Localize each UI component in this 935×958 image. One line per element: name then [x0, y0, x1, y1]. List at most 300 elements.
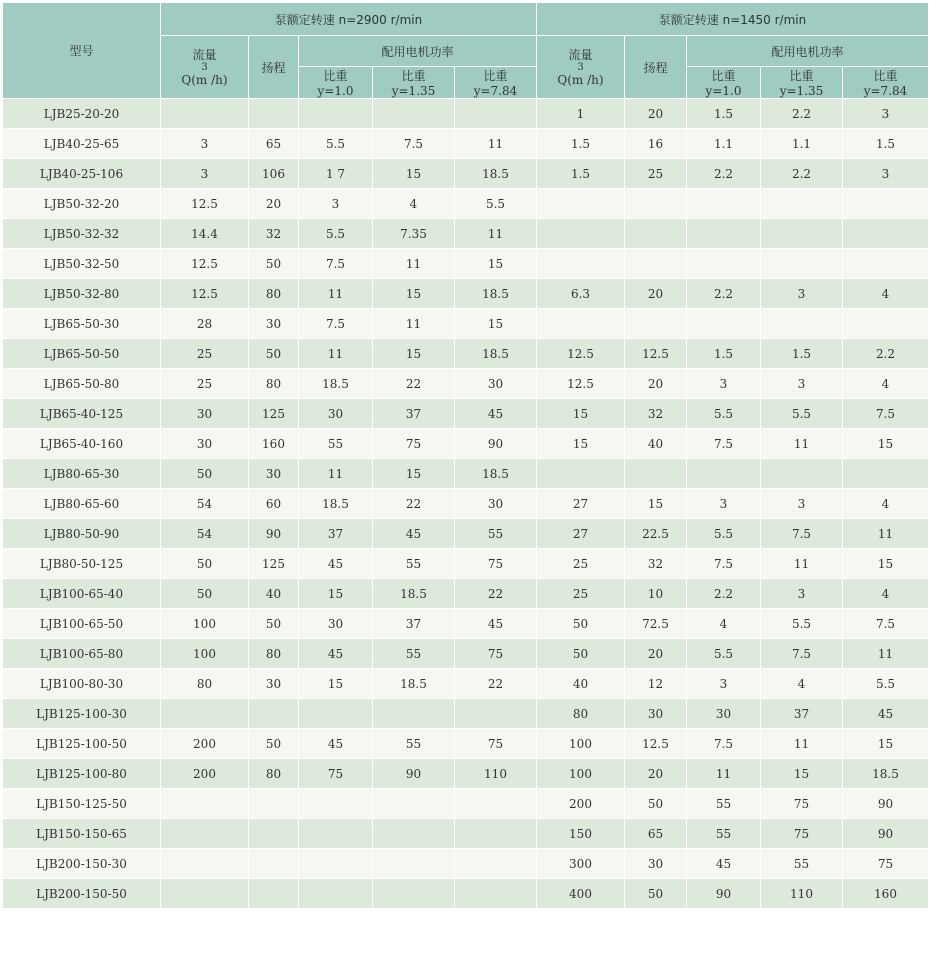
model-cell: LJB80-65-60 [3, 489, 161, 519]
flow-unit: Q(m /h) [557, 73, 604, 87]
power-2900-sg3-cell: 75 [455, 639, 537, 669]
head-2900-cell: 80 [249, 639, 299, 669]
table-row [3, 369, 929, 399]
model-cell: LJB65-40-160 [3, 429, 161, 459]
flow-1450-cell: 25 [537, 549, 625, 579]
head-2900-cell: 30 [249, 309, 299, 339]
power-1450-sg2-cell: 75 [761, 819, 843, 849]
model-cell: LJB80-50-125 [3, 549, 161, 579]
head-1450-cell: 16 [625, 129, 687, 159]
sg-header-1450-2: 比重 y=1.35 [761, 67, 843, 99]
flow-1450-cell: 12.5 [537, 339, 625, 369]
power-2900-sg2-cell: 7.5 [373, 129, 455, 159]
power-1450-sg1-cell: 7.5 [687, 729, 761, 759]
power-2900-sg1-cell: 7.5 [299, 309, 373, 339]
power-1450-sg2-cell: 37 [761, 699, 843, 729]
power-2900-sg1-cell [299, 699, 373, 729]
power-2900-sg1-cell: 7.5 [299, 249, 373, 279]
flow-1450-cell: 27 [537, 489, 625, 519]
flow-1450-cell [537, 309, 625, 339]
power-2900-sg3-cell: 18.5 [455, 279, 537, 309]
power-1450-sg1-cell: 5.5 [687, 519, 761, 549]
power-1450-sg3-cell: 45 [843, 699, 929, 729]
power-1450-sg2-cell: 3 [761, 579, 843, 609]
power-1450-sg2-cell: 75 [761, 789, 843, 819]
power-2900-sg2-cell: 11 [373, 309, 455, 339]
power-1450-sg2-cell: 4 [761, 669, 843, 699]
model-cell: LJB100-65-80 [3, 639, 161, 669]
flow-1450-cell: 50 [537, 639, 625, 669]
flow-1450-cell: 15 [537, 399, 625, 429]
flow-2900-cell: 12.5 [161, 249, 249, 279]
power-2900-sg1-cell: 30 [299, 399, 373, 429]
flow-2900-cell: 100 [161, 609, 249, 639]
power-1450-sg2-cell [761, 459, 843, 489]
table-row [3, 129, 929, 159]
power-2900-sg3-cell [455, 879, 537, 909]
model-cell: LJB40-25-65 [3, 129, 161, 159]
power-1450-sg1-cell: 5.5 [687, 399, 761, 429]
power-2900-sg1-cell: 45 [299, 729, 373, 759]
model-cell: LJB150-150-65 [3, 819, 161, 849]
flow-2900-cell: 25 [161, 369, 249, 399]
power-2900-sg3-cell: 11 [455, 129, 537, 159]
flow-1450-cell: 100 [537, 759, 625, 789]
power-1450-sg1-cell: 30 [687, 699, 761, 729]
flow-2900-cell: 3 [161, 129, 249, 159]
table-row [3, 789, 929, 819]
head-1450-cell: 12.5 [625, 339, 687, 369]
power-1450-sg1-cell: 2.2 [687, 279, 761, 309]
table-row [3, 759, 929, 789]
power-2900-sg1-cell: 11 [299, 459, 373, 489]
power-2900-sg2-cell [373, 819, 455, 849]
power-1450-sg2-cell: 1.1 [761, 129, 843, 159]
power-1450-sg2-cell: 1.5 [761, 339, 843, 369]
flow-2900-cell: 28 [161, 309, 249, 339]
flow-2900-cell: 54 [161, 489, 249, 519]
model-cell: LJB125-100-80 [3, 759, 161, 789]
power-1450-sg2-cell: 3 [761, 279, 843, 309]
flow-label: 流量 [192, 48, 217, 62]
power-2900-sg3-cell: 110 [455, 759, 537, 789]
head-1450-cell: 65 [625, 819, 687, 849]
power-2900-sg2-cell: 4 [373, 189, 455, 219]
model-cell: LJB100-65-50 [3, 609, 161, 639]
power-2900-sg1-cell [299, 789, 373, 819]
power-1450-sg1-cell: 1.5 [687, 99, 761, 129]
flow-2900-cell: 50 [161, 459, 249, 489]
head-1450-cell: 20 [625, 99, 687, 129]
table-row [3, 189, 929, 219]
table-row [3, 249, 929, 279]
speed-2900-header: 泵额定转速 n=2900 r/min [161, 3, 537, 36]
power-1450-sg1-cell: 4 [687, 609, 761, 639]
table-row [3, 339, 929, 369]
power-2900-sg2-cell [373, 789, 455, 819]
flow-unit: Q(m /h) [181, 73, 228, 87]
model-cell: LJB125-100-30 [3, 699, 161, 729]
head-2900-cell [249, 819, 299, 849]
table-row [3, 729, 929, 759]
power-1450-sg1-cell: 3 [687, 369, 761, 399]
power-1450-sg1-cell: 11 [687, 759, 761, 789]
power-1450-sg3-cell: 15 [843, 549, 929, 579]
flow-2900-cell: 14.4 [161, 219, 249, 249]
power-2900-sg2-cell: 22 [373, 369, 455, 399]
power-2900-sg3-cell [455, 789, 537, 819]
head-1450-cell: 10 [625, 579, 687, 609]
flow-1450-cell: 1.5 [537, 159, 625, 189]
flow-2900-cell: 3 [161, 159, 249, 189]
flow-1450-cell: 1 [537, 99, 625, 129]
flow-1450-cell: 100 [537, 729, 625, 759]
flow-2900-cell: 30 [161, 399, 249, 429]
power-2900-sg1-cell: 1 7 [299, 159, 373, 189]
power-2900-sg2-cell: 22 [373, 489, 455, 519]
power-1450-sg3-cell: 75 [843, 849, 929, 879]
model-cell: LJB50-32-32 [3, 219, 161, 249]
power-1450-sg3-cell: 11 [843, 519, 929, 549]
table-row [3, 879, 929, 909]
power-1450-sg3-cell [843, 249, 929, 279]
head-1450-cell: 12 [625, 669, 687, 699]
power-1450-sg3-cell: 160 [843, 879, 929, 909]
power-2900-sg2-cell: 55 [373, 729, 455, 759]
head-2900-cell [249, 879, 299, 909]
power-1450-sg1-cell: 1.1 [687, 129, 761, 159]
power-2900-sg3-cell: 22 [455, 669, 537, 699]
head-2900-cell: 50 [249, 339, 299, 369]
power-1450-sg1-cell [687, 459, 761, 489]
head-2900-cell [249, 99, 299, 129]
flow-2900-cell [161, 849, 249, 879]
head-2900-cell [249, 789, 299, 819]
sg-header-2900-3: 比重 y=7.84 [455, 67, 537, 99]
pump-spec-table [2, 2, 929, 909]
power-2900-sg2-cell: 18.5 [373, 669, 455, 699]
power-1450-sg3-cell: 90 [843, 789, 929, 819]
power-1450-sg1-cell: 55 [687, 819, 761, 849]
table-row [3, 849, 929, 879]
power-2900-sg1-cell: 3 [299, 189, 373, 219]
flow-2900-cell: 50 [161, 549, 249, 579]
power-2900-sg1-cell: 45 [299, 549, 373, 579]
power-2900-sg2-cell: 15 [373, 339, 455, 369]
flow-2900-cell [161, 699, 249, 729]
model-cell: LJB150-125-50 [3, 789, 161, 819]
model-cell: LJB65-50-30 [3, 309, 161, 339]
power-1450-sg1-cell [687, 189, 761, 219]
power-2900-sg2-cell [373, 99, 455, 129]
power-1450-sg3-cell: 4 [843, 579, 929, 609]
power-2900-sg3-cell: 18.5 [455, 459, 537, 489]
table-body [3, 99, 929, 909]
power-1450-sg3-cell [843, 459, 929, 489]
power-2900-sg1-cell: 11 [299, 279, 373, 309]
power-2900-sg1-cell: 45 [299, 639, 373, 669]
head-1450-cell: 50 [625, 879, 687, 909]
flow-2900-cell: 50 [161, 579, 249, 609]
power-2900-sg1-cell [299, 879, 373, 909]
power-1450-sg3-cell: 3 [843, 159, 929, 189]
model-cell: LJB65-40-125 [3, 399, 161, 429]
power-2900-sg2-cell: 11 [373, 249, 455, 279]
power-1450-sg3-cell: 15 [843, 729, 929, 759]
sg-header-2900-2: 比重 y=1.35 [373, 67, 455, 99]
power-1450-sg3-cell: 15 [843, 429, 929, 459]
sg-header-1450-1: 比重 y=1.0 [687, 67, 761, 99]
power-2900-sg3-cell: 18.5 [455, 339, 537, 369]
flow-2900-cell [161, 819, 249, 849]
model-cell: LJB65-50-80 [3, 369, 161, 399]
flow-2900-cell: 25 [161, 339, 249, 369]
table-row [3, 309, 929, 339]
head-1450-cell: 12.5 [625, 729, 687, 759]
power-1450-sg2-cell: 55 [761, 849, 843, 879]
model-cell: LJB200-150-50 [3, 879, 161, 909]
table-row [3, 549, 929, 579]
power-2900-sg1-cell: 30 [299, 609, 373, 639]
power-1450-sg2-cell: 11 [761, 729, 843, 759]
head-1450-cell: 32 [625, 549, 687, 579]
power-2900-sg2-cell: 37 [373, 609, 455, 639]
flow-1450-cell: 15 [537, 429, 625, 459]
power-2900-sg3-cell [455, 849, 537, 879]
model-cell: LJB200-150-30 [3, 849, 161, 879]
table-row [3, 699, 929, 729]
power-1450-sg1-cell: 3 [687, 489, 761, 519]
power-1450-sg3-cell: 1.5 [843, 129, 929, 159]
power-2900-sg2-cell: 37 [373, 399, 455, 429]
power-1450-sg2-cell: 7.5 [761, 639, 843, 669]
model-cell: LJB50-32-50 [3, 249, 161, 279]
power-1450-sg1-cell: 90 [687, 879, 761, 909]
flow-1450-cell: 200 [537, 789, 625, 819]
head-2900-cell: 125 [249, 549, 299, 579]
flow-2900-cell [161, 879, 249, 909]
flow-1450-cell: 6.3 [537, 279, 625, 309]
head-header-2900: 扬程 [249, 36, 299, 99]
power-1450-sg3-cell: 18.5 [843, 759, 929, 789]
power-2900-sg2-cell [373, 849, 455, 879]
head-2900-cell: 160 [249, 429, 299, 459]
head-1450-cell: 15 [625, 489, 687, 519]
head-1450-cell: 20 [625, 759, 687, 789]
power-1450-sg3-cell: 4 [843, 489, 929, 519]
head-2900-cell: 106 [249, 159, 299, 189]
power-2900-sg1-cell: 75 [299, 759, 373, 789]
power-2900-sg3-cell: 15 [455, 309, 537, 339]
power-2900-sg3-cell: 45 [455, 399, 537, 429]
power-2900-sg2-cell: 45 [373, 519, 455, 549]
flow-superscript: 3 [577, 62, 584, 73]
head-1450-cell: 25 [625, 159, 687, 189]
power-2900-sg1-cell: 5.5 [299, 219, 373, 249]
sg-header-2900-1: 比重 y=1.0 [299, 67, 373, 99]
head-1450-cell: 30 [625, 849, 687, 879]
power-2900-sg1-cell: 37 [299, 519, 373, 549]
flow-2900-cell [161, 789, 249, 819]
flow-1450-cell: 1.5 [537, 129, 625, 159]
power-2900-sg1-cell: 15 [299, 579, 373, 609]
head-1450-cell [625, 219, 687, 249]
speed-1450-header: 泵额定转速 n=1450 r/min [537, 3, 929, 36]
table-row [3, 279, 929, 309]
flow-1450-cell: 80 [537, 699, 625, 729]
power-1450-sg1-cell: 7.5 [687, 429, 761, 459]
flow-2900-cell: 80 [161, 669, 249, 699]
power-1450-sg1-cell: 55 [687, 789, 761, 819]
power-2900-sg3-cell: 90 [455, 429, 537, 459]
head-2900-cell: 50 [249, 609, 299, 639]
head-2900-cell: 125 [249, 399, 299, 429]
power-1450-sg3-cell [843, 219, 929, 249]
table-row [3, 639, 929, 669]
head-1450-cell: 22.5 [625, 519, 687, 549]
flow-2900-cell: 100 [161, 639, 249, 669]
model-cell: LJB100-80-30 [3, 669, 161, 699]
model-cell: LJB40-25-106 [3, 159, 161, 189]
power-2900-sg3-cell: 30 [455, 369, 537, 399]
table-row [3, 579, 929, 609]
flow-2900-cell: 12.5 [161, 189, 249, 219]
power-1450-sg2-cell [761, 219, 843, 249]
power-2900-sg1-cell [299, 819, 373, 849]
model-cell: LJB125-100-50 [3, 729, 161, 759]
flow-header-1450 [537, 36, 625, 99]
flow-2900-cell [161, 99, 249, 129]
power-2900-sg3-cell: 75 [455, 549, 537, 579]
power-1450-sg3-cell: 11 [843, 639, 929, 669]
power-2900-sg3-cell [455, 699, 537, 729]
head-2900-cell: 40 [249, 579, 299, 609]
flow-2900-cell: 54 [161, 519, 249, 549]
power-1450-sg1-cell: 5.5 [687, 639, 761, 669]
power-1450-sg2-cell: 5.5 [761, 399, 843, 429]
head-1450-cell: 30 [625, 699, 687, 729]
power-2900-sg1-cell: 18.5 [299, 489, 373, 519]
model-cell: LJB65-50-50 [3, 339, 161, 369]
model-cell: LJB25-20-20 [3, 99, 161, 129]
flow-1450-cell [537, 189, 625, 219]
head-2900-cell: 80 [249, 759, 299, 789]
power-2900-sg2-cell [373, 879, 455, 909]
power-1450-sg2-cell: 7.5 [761, 519, 843, 549]
power-2900-sg2-cell: 15 [373, 459, 455, 489]
power-2900-sg1-cell: 15 [299, 669, 373, 699]
flow-1450-cell: 400 [537, 879, 625, 909]
model-cell: LJB80-65-30 [3, 459, 161, 489]
power-2900-sg3-cell: 11 [455, 219, 537, 249]
power-1450-sg2-cell: 2.2 [761, 159, 843, 189]
power-2900-sg3-cell [455, 99, 537, 129]
power-1450-sg2-cell: 5.5 [761, 609, 843, 639]
head-1450-cell [625, 459, 687, 489]
flow-1450-cell [537, 249, 625, 279]
flow-1450-cell: 40 [537, 669, 625, 699]
head-2900-cell: 50 [249, 249, 299, 279]
power-1450-sg3-cell: 7.5 [843, 609, 929, 639]
flow-1450-cell: 150 [537, 819, 625, 849]
power-1450-sg3-cell [843, 189, 929, 219]
flow-1450-cell: 12.5 [537, 369, 625, 399]
head-1450-cell: 50 [625, 789, 687, 819]
flow-1450-cell: 300 [537, 849, 625, 879]
table-row [3, 399, 929, 429]
head-1450-cell: 20 [625, 279, 687, 309]
power-2900-sg2-cell: 55 [373, 549, 455, 579]
power-2900-sg2-cell [373, 699, 455, 729]
head-2900-cell: 65 [249, 129, 299, 159]
model-cell: LJB50-32-20 [3, 189, 161, 219]
flow-1450-cell: 50 [537, 609, 625, 639]
power-2900-sg1-cell: 5.5 [299, 129, 373, 159]
model-cell: LJB80-50-90 [3, 519, 161, 549]
head-1450-cell: 32 [625, 399, 687, 429]
power-1450-sg2-cell: 11 [761, 429, 843, 459]
power-2900-sg3-cell: 15 [455, 249, 537, 279]
head-2900-cell: 50 [249, 729, 299, 759]
table-row [3, 459, 929, 489]
power-1450-sg2-cell [761, 249, 843, 279]
head-2900-cell: 32 [249, 219, 299, 249]
power-1450-sg2-cell: 2.2 [761, 99, 843, 129]
head-2900-cell: 30 [249, 459, 299, 489]
model-cell: LJB100-65-40 [3, 579, 161, 609]
flow-2900-cell: 200 [161, 729, 249, 759]
flow-1450-cell: 25 [537, 579, 625, 609]
power-1450-sg3-cell [843, 309, 929, 339]
table-row [3, 819, 929, 849]
head-2900-cell: 30 [249, 669, 299, 699]
flow-2900-cell: 200 [161, 759, 249, 789]
head-2900-cell [249, 849, 299, 879]
motor-power-header-1450: 配用电机功率 [687, 36, 929, 67]
power-1450-sg1-cell: 7.5 [687, 549, 761, 579]
power-2900-sg2-cell: 90 [373, 759, 455, 789]
power-1450-sg1-cell: 2.2 [687, 159, 761, 189]
head-2900-cell: 60 [249, 489, 299, 519]
power-1450-sg3-cell: 4 [843, 279, 929, 309]
sg-header-1450-3: 比重 y=7.84 [843, 67, 929, 99]
head-1450-cell: 40 [625, 429, 687, 459]
motor-power-header-2900: 配用电机功率 [299, 36, 537, 67]
power-2900-sg3-cell: 22 [455, 579, 537, 609]
flow-superscript: 3 [201, 62, 208, 73]
head-1450-cell [625, 189, 687, 219]
power-1450-sg1-cell: 2.2 [687, 579, 761, 609]
head-2900-cell [249, 699, 299, 729]
power-1450-sg2-cell: 110 [761, 879, 843, 909]
flow-1450-cell: 27 [537, 519, 625, 549]
flow-2900-cell: 30 [161, 429, 249, 459]
table-row [3, 99, 929, 129]
power-2900-sg2-cell: 55 [373, 639, 455, 669]
power-1450-sg2-cell: 3 [761, 369, 843, 399]
power-1450-sg1-cell [687, 309, 761, 339]
head-header-1450: 扬程 [625, 36, 687, 99]
power-2900-sg1-cell: 55 [299, 429, 373, 459]
power-2900-sg1-cell: 18.5 [299, 369, 373, 399]
power-2900-sg2-cell: 7.35 [373, 219, 455, 249]
power-2900-sg2-cell: 75 [373, 429, 455, 459]
flow-1450-cell [537, 459, 625, 489]
table-header [3, 3, 929, 99]
head-1450-cell: 20 [625, 639, 687, 669]
flow-1450-cell [537, 219, 625, 249]
head-2900-cell: 80 [249, 279, 299, 309]
